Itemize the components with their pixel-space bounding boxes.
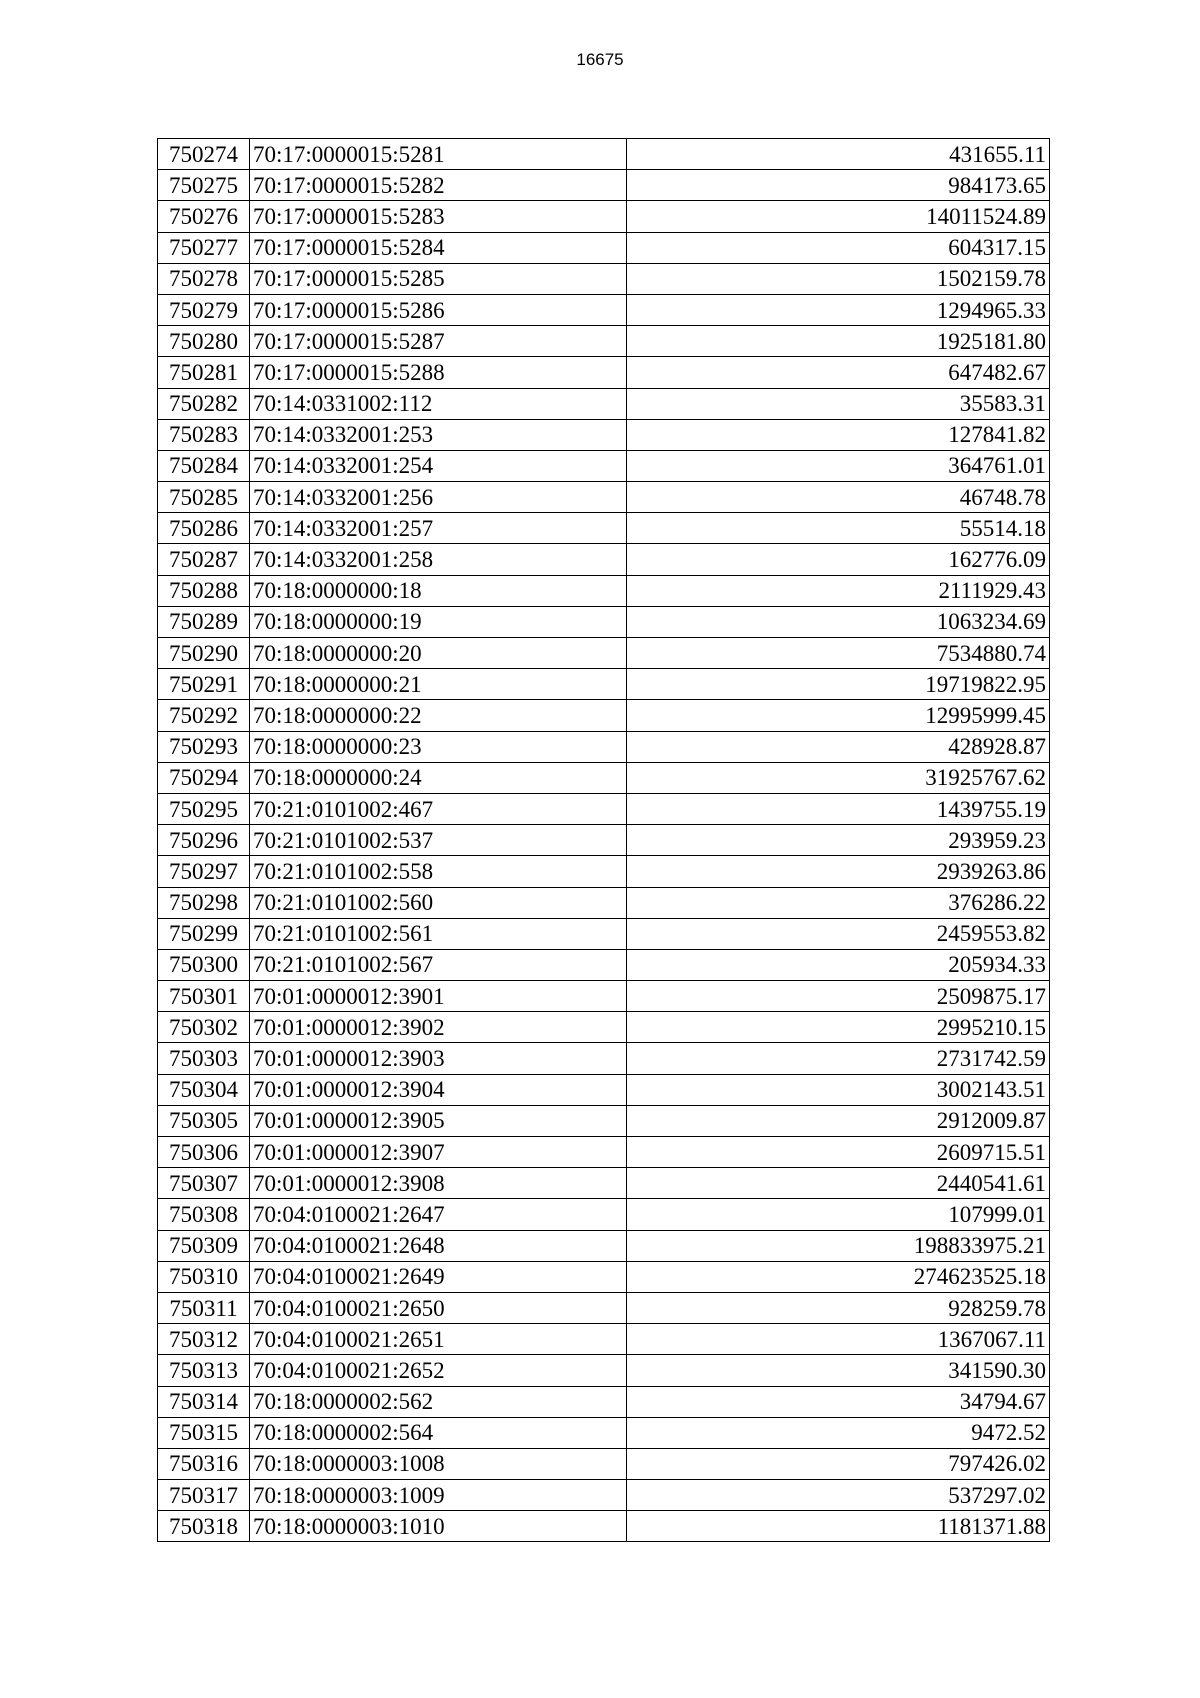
cadastral-value-cell: 55514.18 (627, 513, 1050, 544)
cadastral-value-cell: 1439755.19 (627, 793, 1050, 824)
table-row (158, 575, 1050, 606)
cadastral-number-cell: 70:04:0100021:2651 (250, 1324, 627, 1355)
cadastral-number-cell: 70:21:0101002:537 (250, 825, 627, 856)
row-number-cell: 750289 (158, 606, 250, 637)
row-number-cell: 750300 (158, 949, 250, 980)
row-number-cell: 750315 (158, 1417, 250, 1448)
row-number-cell: 750311 (158, 1292, 250, 1323)
cadastral-number-cell: 70:01:0000012:3908 (250, 1168, 627, 1199)
cadastral-value-cell: 205934.33 (627, 949, 1050, 980)
cadastral-number-cell: 70:18:0000002:562 (250, 1386, 627, 1417)
row-number-cell: 750309 (158, 1230, 250, 1261)
table-row (158, 1448, 1050, 1479)
cadastral-value-cell: 9472.52 (627, 1417, 1050, 1448)
row-number-cell: 750310 (158, 1261, 250, 1292)
cadastral-value-cell: 428928.87 (627, 731, 1050, 762)
table-row (158, 887, 1050, 918)
table-row (158, 419, 1050, 450)
cadastral-number-cell: 70:18:0000003:1008 (250, 1448, 627, 1479)
cadastral-value-cell: 2609715.51 (627, 1137, 1050, 1168)
cadastral-number-cell: 70:18:0000000:24 (250, 762, 627, 793)
cadastral-number-cell: 70:18:0000000:23 (250, 731, 627, 762)
cadastral-number-cell: 70:04:0100021:2649 (250, 1261, 627, 1292)
row-number-cell: 750297 (158, 856, 250, 887)
row-number-cell: 750303 (158, 1043, 250, 1074)
table-row (158, 731, 1050, 762)
row-number-cell: 750288 (158, 575, 250, 606)
cadastral-number-cell: 70:04:0100021:2650 (250, 1292, 627, 1323)
cadastral-number-cell: 70:18:0000000:21 (250, 669, 627, 700)
row-number-cell: 750317 (158, 1480, 250, 1511)
table-row (158, 638, 1050, 669)
cadastral-number-cell: 70:18:0000003:1009 (250, 1480, 627, 1511)
row-number-cell: 750299 (158, 918, 250, 949)
table-row (158, 201, 1050, 232)
cadastral-number-cell: 70:14:0332001:253 (250, 419, 627, 450)
table-row (158, 450, 1050, 481)
table-row (158, 762, 1050, 793)
table-row (158, 170, 1050, 201)
cadastral-value-cell: 2459553.82 (627, 918, 1050, 949)
cadastral-number-cell: 70:14:0331002:112 (250, 388, 627, 419)
table-body (158, 139, 1050, 1542)
cadastral-value-cell: 34794.67 (627, 1386, 1050, 1417)
cadastral-value-cell: 647482.67 (627, 357, 1050, 388)
cadastral-number-cell: 70:17:0000015:5283 (250, 201, 627, 232)
row-number-cell: 750304 (158, 1074, 250, 1105)
row-number-cell: 750279 (158, 294, 250, 325)
table-row (158, 1261, 1050, 1292)
row-number-cell: 750285 (158, 482, 250, 513)
row-number-cell: 750291 (158, 669, 250, 700)
cadastral-value-cell: 35583.31 (627, 388, 1050, 419)
table-row (158, 482, 1050, 513)
cadastral-number-cell: 70:18:0000000:19 (250, 606, 627, 637)
row-number-cell: 750293 (158, 731, 250, 762)
table-row (158, 263, 1050, 294)
row-number-cell: 750302 (158, 1012, 250, 1043)
cadastral-value-cell: 1294965.33 (627, 294, 1050, 325)
table-row (158, 1386, 1050, 1417)
cadastral-value-cell: 2939263.86 (627, 856, 1050, 887)
table-row (158, 1355, 1050, 1386)
cadastral-number-cell: 70:17:0000015:5281 (250, 139, 627, 170)
cadastral-number-cell: 70:01:0000012:3904 (250, 1074, 627, 1105)
table-row (158, 1199, 1050, 1230)
row-number-cell: 750296 (158, 825, 250, 856)
row-number-cell: 750276 (158, 201, 250, 232)
row-number-cell: 750274 (158, 139, 250, 170)
table-row (158, 544, 1050, 575)
cadastral-value-cell: 14011524.89 (627, 201, 1050, 232)
table-row (158, 139, 1050, 170)
cadastral-number-cell: 70:21:0101002:467 (250, 793, 627, 824)
row-number-cell: 750316 (158, 1448, 250, 1479)
table-row (158, 918, 1050, 949)
cadastral-value-cell: 341590.30 (627, 1355, 1050, 1386)
table-row (158, 326, 1050, 357)
cadastral-number-cell: 70:04:0100021:2652 (250, 1355, 627, 1386)
cadastral-value-cell: 2509875.17 (627, 981, 1050, 1012)
cadastral-value-table (157, 138, 1050, 1542)
cadastral-number-cell: 70:21:0101002:560 (250, 887, 627, 918)
table-row (158, 1417, 1050, 1448)
table-row (158, 1292, 1050, 1323)
row-number-cell: 750283 (158, 419, 250, 450)
cadastral-number-cell: 70:17:0000015:5285 (250, 263, 627, 294)
cadastral-value-cell: 604317.15 (627, 232, 1050, 263)
row-number-cell: 750312 (158, 1324, 250, 1355)
row-number-cell: 750308 (158, 1199, 250, 1230)
row-number-cell: 750277 (158, 232, 250, 263)
cadastral-number-cell: 70:01:0000012:3901 (250, 981, 627, 1012)
row-number-cell: 750290 (158, 638, 250, 669)
cadastral-number-cell: 70:14:0332001:256 (250, 482, 627, 513)
table-row (158, 1480, 1050, 1511)
cadastral-value-cell: 2995210.15 (627, 1012, 1050, 1043)
row-number-cell: 750318 (158, 1511, 250, 1542)
cadastral-value-cell: 2731742.59 (627, 1043, 1050, 1074)
table-row (158, 294, 1050, 325)
cadastral-value-cell: 984173.65 (627, 170, 1050, 201)
table-row (158, 856, 1050, 887)
table-row (158, 700, 1050, 731)
row-number-cell: 750298 (158, 887, 250, 918)
cadastral-value-cell: 274623525.18 (627, 1261, 1050, 1292)
cadastral-value-cell: 376286.22 (627, 887, 1050, 918)
cadastral-number-cell: 70:01:0000012:3907 (250, 1137, 627, 1168)
table-row (158, 949, 1050, 980)
cadastral-value-cell: 127841.82 (627, 419, 1050, 450)
table-row (158, 232, 1050, 263)
table-row (158, 669, 1050, 700)
row-number-cell: 750292 (158, 700, 250, 731)
cadastral-number-cell: 70:17:0000015:5288 (250, 357, 627, 388)
table-row (158, 1074, 1050, 1105)
cadastral-number-cell: 70:14:0332001:257 (250, 513, 627, 544)
row-number-cell: 750301 (158, 981, 250, 1012)
cadastral-number-cell: 70:17:0000015:5286 (250, 294, 627, 325)
table-row (158, 1012, 1050, 1043)
cadastral-number-cell: 70:18:0000000:18 (250, 575, 627, 606)
table-row (158, 513, 1050, 544)
cadastral-value-cell: 7534880.74 (627, 638, 1050, 669)
table-row (158, 388, 1050, 419)
cadastral-value-cell: 2440541.61 (627, 1168, 1050, 1199)
row-number-cell: 750275 (158, 170, 250, 201)
table-row (158, 1230, 1050, 1261)
table-row (158, 1511, 1050, 1542)
cadastral-value-cell: 19719822.95 (627, 669, 1050, 700)
table-row (158, 981, 1050, 1012)
cadastral-value-cell: 198833975.21 (627, 1230, 1050, 1261)
cadastral-value-cell: 31925767.62 (627, 762, 1050, 793)
cadastral-number-cell: 70:17:0000015:5284 (250, 232, 627, 263)
row-number-cell: 750280 (158, 326, 250, 357)
row-number-cell: 750287 (158, 544, 250, 575)
row-number-cell: 750284 (158, 450, 250, 481)
cadastral-value-cell: 107999.01 (627, 1199, 1050, 1230)
cadastral-number-cell: 70:18:0000000:20 (250, 638, 627, 669)
cadastral-value-cell: 1063234.69 (627, 606, 1050, 637)
cadastral-number-cell: 70:21:0101002:561 (250, 918, 627, 949)
table-row (158, 793, 1050, 824)
cadastral-number-cell: 70:01:0000012:3903 (250, 1043, 627, 1074)
cadastral-value-cell: 3002143.51 (627, 1074, 1050, 1105)
cadastral-number-cell: 70:17:0000015:5282 (250, 170, 627, 201)
cadastral-value-cell: 1502159.78 (627, 263, 1050, 294)
cadastral-value-cell: 1181371.88 (627, 1511, 1050, 1542)
row-number-cell: 750305 (158, 1105, 250, 1136)
cadastral-number-cell: 70:18:0000000:22 (250, 700, 627, 731)
cadastral-value-cell: 431655.11 (627, 139, 1050, 170)
table-row (158, 1137, 1050, 1168)
table-row (158, 1168, 1050, 1199)
table-row (158, 1043, 1050, 1074)
table-row (158, 357, 1050, 388)
cadastral-value-cell: 2111929.43 (627, 575, 1050, 606)
row-number-cell: 750314 (158, 1386, 250, 1417)
cadastral-value-cell: 162776.09 (627, 544, 1050, 575)
cadastral-value-cell: 46748.78 (627, 482, 1050, 513)
row-number-cell: 750286 (158, 513, 250, 544)
cadastral-number-cell: 70:21:0101002:558 (250, 856, 627, 887)
row-number-cell: 750294 (158, 762, 250, 793)
cadastral-value-cell: 1925181.80 (627, 326, 1050, 357)
cadastral-value-cell: 364761.01 (627, 450, 1050, 481)
cadastral-number-cell: 70:01:0000012:3905 (250, 1105, 627, 1136)
cadastral-value-cell: 12995999.45 (627, 700, 1050, 731)
cadastral-number-cell: 70:01:0000012:3902 (250, 1012, 627, 1043)
row-number-cell: 750278 (158, 263, 250, 294)
cadastral-number-cell: 70:18:0000003:1010 (250, 1511, 627, 1542)
cadastral-value-cell: 1367067.11 (627, 1324, 1050, 1355)
table-row (158, 825, 1050, 856)
row-number-cell: 750313 (158, 1355, 250, 1386)
page-number: 16675 (576, 50, 624, 69)
row-number-cell: 750282 (158, 388, 250, 419)
cadastral-value-cell: 797426.02 (627, 1448, 1050, 1479)
table-row (158, 1105, 1050, 1136)
row-number-cell: 750307 (158, 1168, 250, 1199)
cadastral-value-cell: 537297.02 (627, 1480, 1050, 1511)
cadastral-number-cell: 70:21:0101002:567 (250, 949, 627, 980)
row-number-cell: 750306 (158, 1137, 250, 1168)
cadastral-number-cell: 70:14:0332001:258 (250, 544, 627, 575)
cadastral-value-cell: 293959.23 (627, 825, 1050, 856)
cadastral-number-cell: 70:14:0332001:254 (250, 450, 627, 481)
cadastral-number-cell: 70:04:0100021:2648 (250, 1230, 627, 1261)
cadastral-value-cell: 928259.78 (627, 1292, 1050, 1323)
table-row (158, 606, 1050, 637)
row-number-cell: 750281 (158, 357, 250, 388)
cadastral-number-cell: 70:18:0000002:564 (250, 1417, 627, 1448)
cadastral-value-cell: 2912009.87 (627, 1105, 1050, 1136)
table-row (158, 1324, 1050, 1355)
row-number-cell: 750295 (158, 793, 250, 824)
cadastral-number-cell: 70:17:0000015:5287 (250, 326, 627, 357)
cadastral-number-cell: 70:04:0100021:2647 (250, 1199, 627, 1230)
